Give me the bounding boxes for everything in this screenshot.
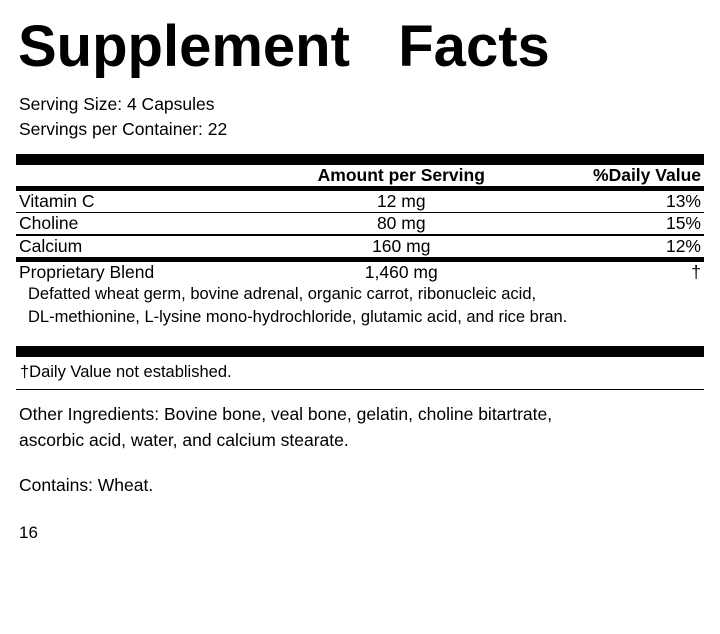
nutrient-amount: 80 mg	[376, 213, 426, 234]
table-row	[16, 191, 704, 212]
other-ingredients-line-2: ascorbic acid, water, and calcium stearate.	[19, 429, 349, 450]
page-title: Supplement Facts	[18, 14, 550, 79]
divider-bottom-thick	[16, 346, 704, 357]
other-ingredients-line-1: Other Ingredients: Bovine bone, veal bone, gelatin, choline bitartrate,	[19, 404, 553, 425]
daily-value-footnote: †Daily Value not established.	[20, 362, 232, 381]
contains-statement: Contains: Wheat.	[19, 475, 154, 496]
nutrient-name: Vitamin C	[19, 190, 95, 211]
blend-description	[16, 283, 704, 335]
table-row	[16, 262, 704, 283]
table-row	[16, 213, 704, 234]
nutrient-dv: 12%	[665, 235, 701, 256]
table-row	[16, 236, 704, 257]
header-amount-per-serving: Amount per Serving	[317, 164, 485, 185]
nutrient-amount: 12 mg	[376, 190, 426, 211]
table-header-row	[16, 165, 704, 186]
nutrient-rows	[16, 236, 704, 257]
nutrient-dv: 13%	[665, 190, 701, 211]
nutrient-dv: 15%	[665, 213, 701, 234]
header-daily-value: %Daily Value	[593, 164, 701, 185]
blend-name: Proprietary Blend	[19, 261, 155, 282]
nutrient-name: Choline	[19, 213, 79, 234]
serving-info	[16, 92, 704, 143]
serving-size: Serving Size: 4 Capsules	[19, 94, 215, 114]
other-ingredients-block	[16, 390, 704, 498]
blend-description-line-1: Defatted wheat germ, bovine adrenal, organic carrot, ribonucleic acid,	[28, 284, 537, 303]
divider-top-thick	[16, 154, 704, 165]
nutrient-rows	[16, 191, 704, 212]
proprietary-blend-row	[16, 262, 704, 283]
blend-description-line-2: DL-methionine, L-lysine mono-hydrochloride, glutamic acid, and rice bran.	[28, 308, 568, 327]
nutrition-table	[16, 165, 704, 186]
servings-per-container: Servings per Container: 22	[19, 119, 228, 140]
blend-dv: †	[691, 261, 701, 282]
nutrient-rows	[16, 213, 704, 234]
nutrient-amount: 160 mg	[372, 235, 431, 256]
blend-amount: 1,460 mg	[364, 261, 438, 282]
header-nutrient	[16, 165, 277, 186]
page-number: 16	[19, 522, 38, 542]
nutrient-name: Calcium	[19, 235, 83, 256]
